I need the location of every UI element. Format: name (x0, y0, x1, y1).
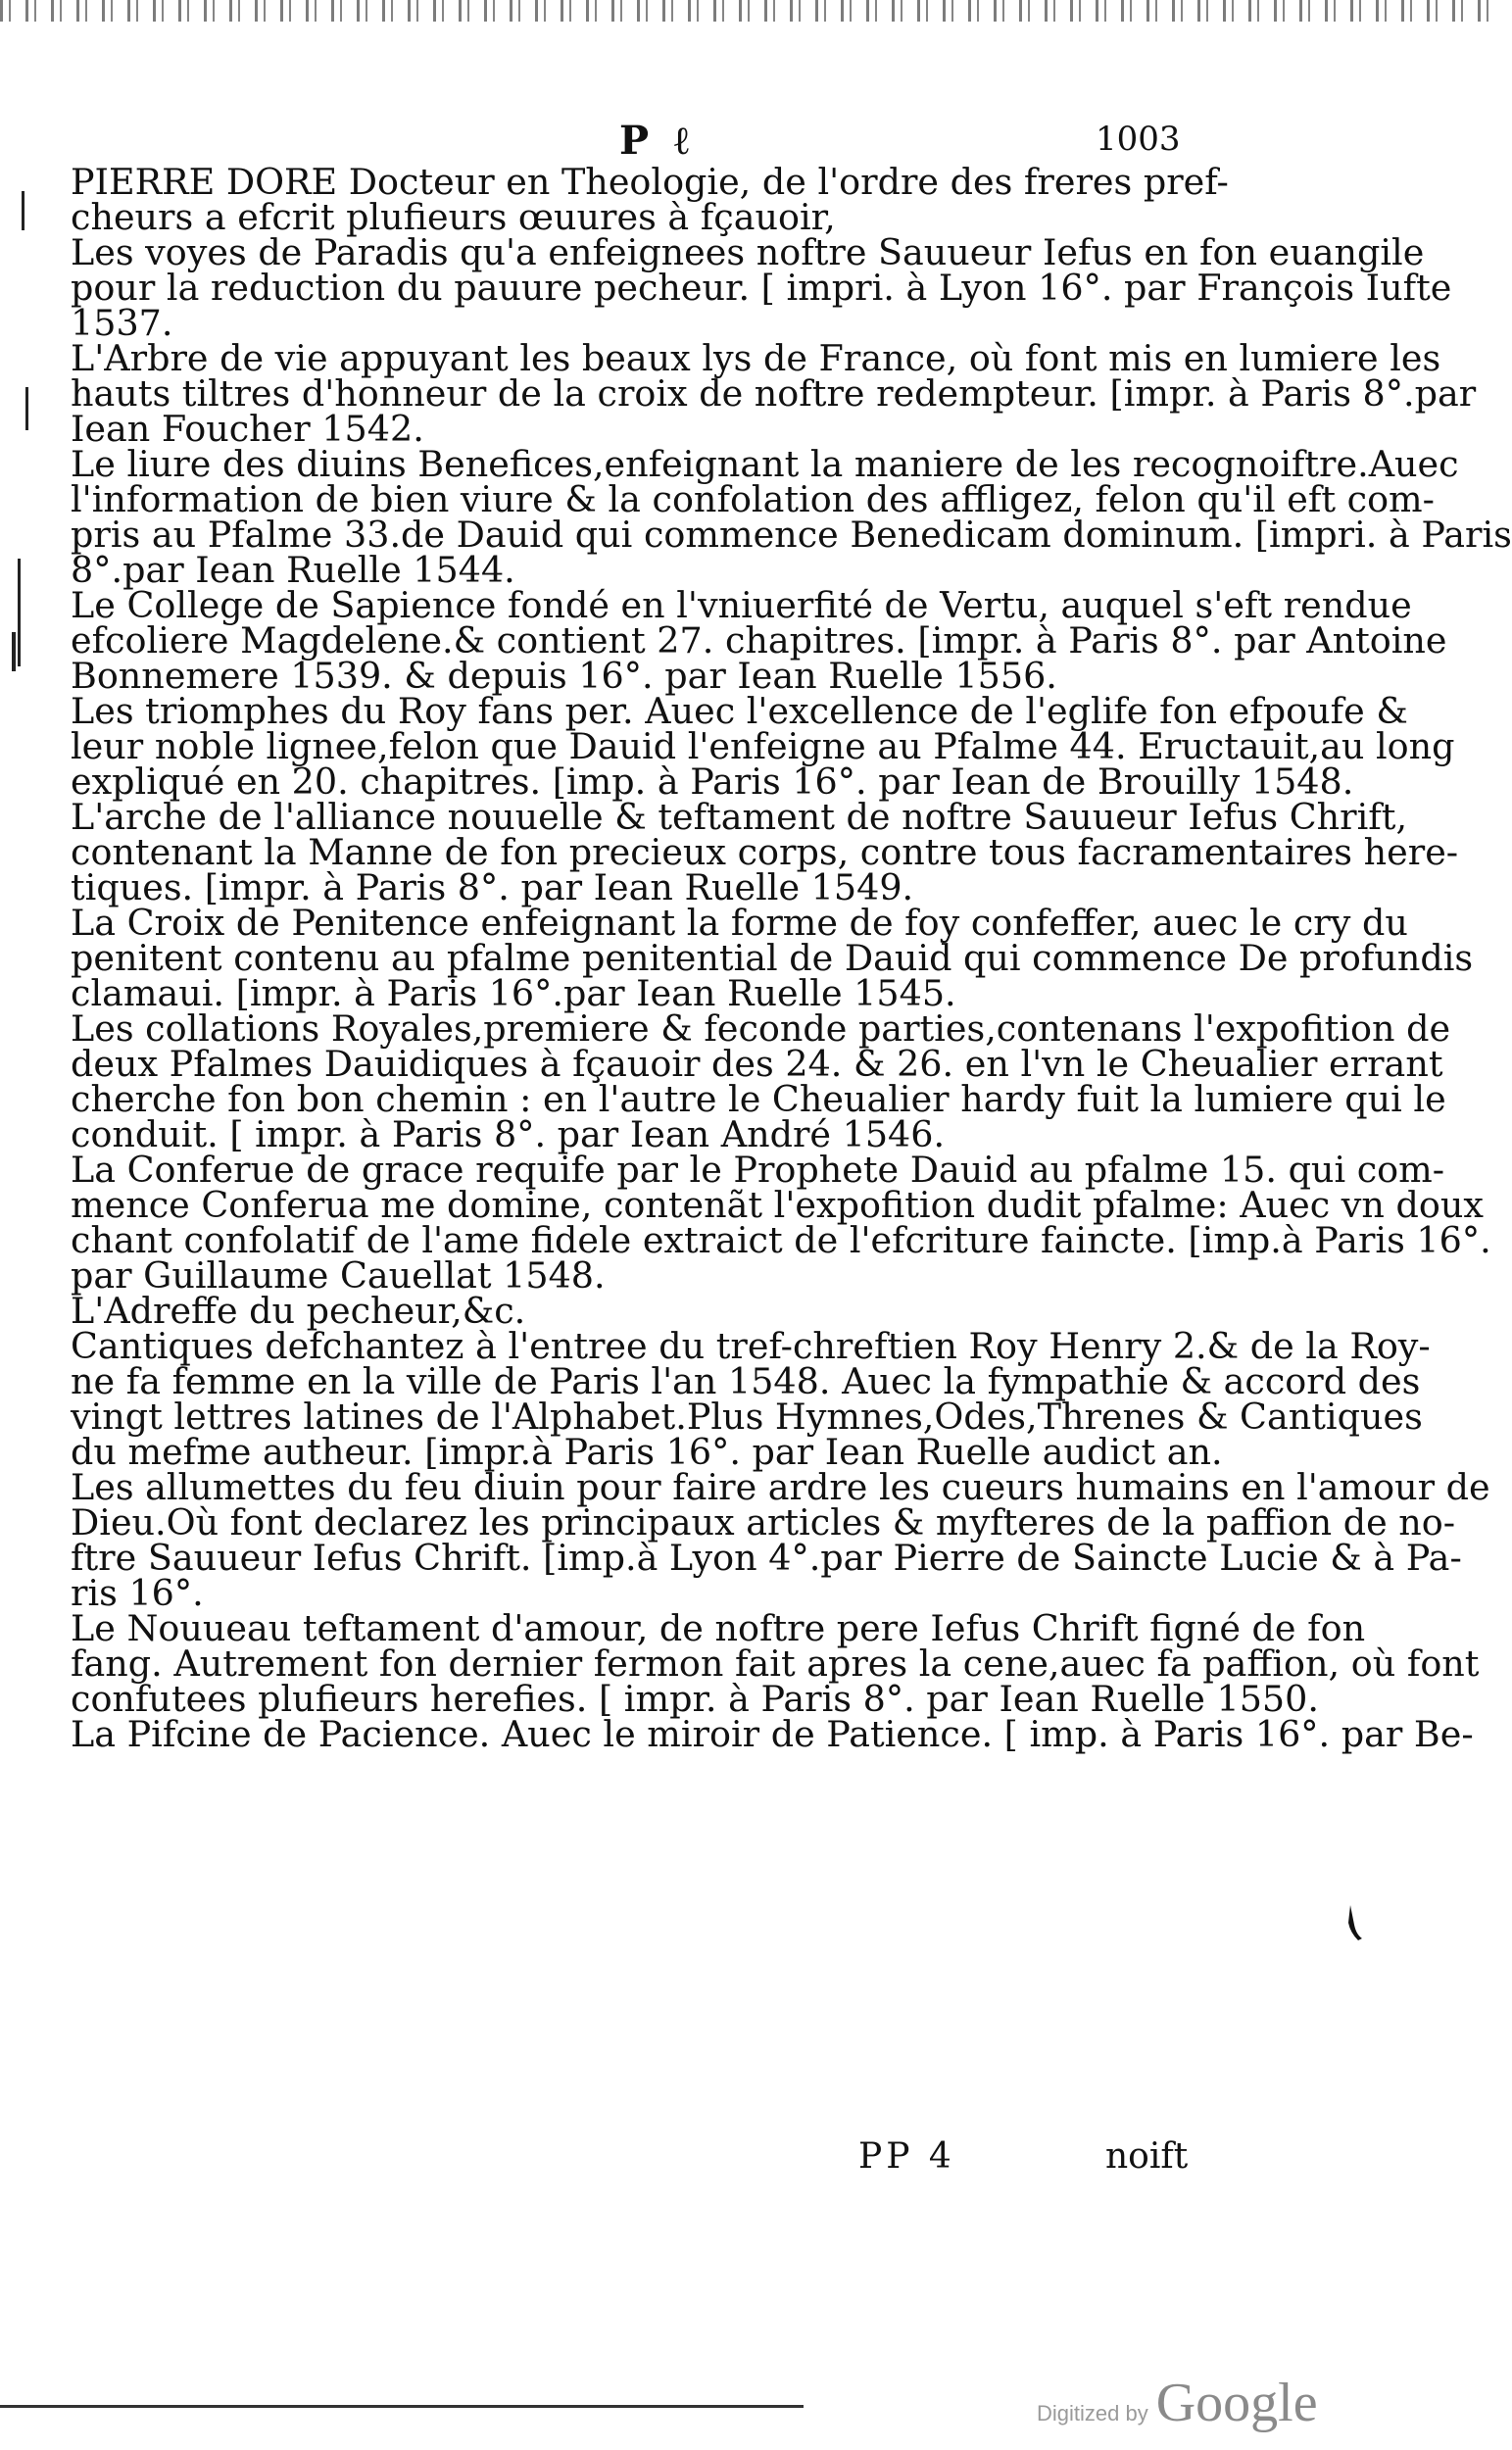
text-line: ftre Sauueur Iefus Chrift. [imp.à Lyon 4°.par Pierre de Saincte Lucie & à Pa- (71, 1537, 1462, 1579)
text-line: ris 16°. (71, 1572, 204, 1614)
text-line: fang. Autrement fon dernier fermon fait apres la cene,auec fa paffion, où font (71, 1642, 1480, 1685)
ink-blot-icon (1344, 1903, 1366, 1942)
google-logo: Google (1155, 2373, 1318, 2433)
text-line: efcoliere Magdelene.& contient 27. chapitres. [impr. à Paris 8°. par Antoine (71, 619, 1447, 662)
catchword: noift (1105, 2136, 1189, 2177)
header-signature: P ℓ (619, 118, 696, 164)
text-line: penitent contenu au pfalme penitential de Dauid qui commence De profundis (71, 937, 1474, 979)
scan-margin-mark (12, 632, 16, 671)
text-line: L'Adreffe du pecheur,&c. (71, 1290, 526, 1332)
text-line: Les triomphes du Roy fans per. Auec l'excellence de l'eglife fon efpoufe & (71, 690, 1408, 732)
text-line: La Croix de Penitence enfeignant la forme de foy confeffer, auec le cry du (71, 902, 1408, 944)
text-line: pris au Pfalme 33.de Dauid qui commence Benedicam dominum. [impri. à Paris (71, 514, 1512, 556)
text-line: 8°.par Iean Ruelle 1544. (71, 549, 515, 591)
text-line: Iean Foucher 1542. (71, 408, 424, 450)
text-line: clamaui. [impr. à Paris 16°.par Iean Ruelle 1545. (71, 972, 956, 1014)
page-header (0, 118, 1503, 164)
text-line: Bonnemere 1539. & depuis 16°. par Iean Ruelle 1556. (71, 655, 1057, 697)
text-line: Les allumettes du feu diuin pour faire ardre les cueurs humains en l'amour de (71, 1466, 1490, 1508)
text-line: Les voyes de Paradis qu'a enfeignees noftre Sauueur Iefus en fon euangile (71, 231, 1425, 273)
text-line: cherche fon bon chemin : en l'autre le Cheualier hardy fuit la lumiere qui le (71, 1078, 1446, 1120)
google-watermark (1037, 2372, 1318, 2434)
text-line: cheurs a efcrit plufieurs œuures à fçauoir, (71, 196, 836, 238)
text-line: vingt lettres latines de l'Alphabet.Plus Hymnes,Odes,Threnes & Cantiques (71, 1396, 1423, 1438)
text-line: confutees plufieurs herefies. [ impr. à Paris 8°. par Iean Ruelle 1550. (71, 1678, 1319, 1720)
bibliography-text (71, 161, 1512, 1755)
text-line: L'arche de l'alliance nouuelle & teftament de noftre Sauueur Iefus Chrift, (71, 796, 1408, 838)
text-line: deux Pfalmes Dauidiques à fçauoir des 24. & 26. en l'vn le Cheualier errant (71, 1043, 1443, 1085)
page-number: 1003 (1096, 120, 1181, 159)
text-line: Le liure des diuins Benefices,enfeignant la maniere de les recognoiftre.Auec (71, 443, 1459, 485)
text-line: Dieu.Où font declarez les principaux articles & myfteres de la paffion de no- (71, 1501, 1456, 1544)
text-line: La Pifcine de Pacience. Auec le miroir de Patience. [ imp. à Paris 16°. par Be- (71, 1713, 1474, 1755)
scan-edge-noise (0, 0, 1503, 22)
scan-bottom-edge (0, 2405, 804, 2408)
margin-ink-mark (1344, 1903, 1366, 1952)
text-line: chant confolatif de l'ame fidele extraict de l'efcriture faincte. [imp.à Paris 16°. (71, 1219, 1491, 1261)
text-line: contenant la Manne de fon precieux corps, contre tous facramentaires here- (71, 831, 1459, 873)
text-line: ne fa femme en la ville de Paris l'an 1548. Auec la fympathie & accord des (71, 1360, 1421, 1402)
text-line: du mefme autheur. [impr.à Paris 16°. par Iean Ruelle audict an. (71, 1431, 1223, 1473)
watermark-prefix: Digitized by (1037, 2401, 1148, 2426)
text-line: 1537. (71, 302, 173, 344)
scan-margin-mark (18, 559, 21, 666)
text-line: leur noble lignee,felon que Dauid l'enfeigne au Pfalme 44. Eructauit,au long (71, 725, 1455, 767)
text-line: par Guillaume Cauellat 1548. (71, 1254, 606, 1297)
text-line: hauts tiltres d'honneur de la croix de noftre redempteur. [impr. à Paris 8°.par (71, 372, 1477, 415)
text-line: mence Conferua me domine, contenãt l'expofition dudit pfalme: Auec vn doux (71, 1184, 1484, 1226)
text-line: L'Arbre de vie appuyant les beaux lys de France, où font mis en lumiere les (71, 337, 1441, 379)
text-line: tiques. [impr. à Paris 8°. par Iean Ruelle 1549. (71, 866, 914, 908)
text-line: conduit. [ impr. à Paris 8°. par Iean André 1546. (71, 1113, 946, 1155)
text-line: Les collations Royales,premiere & feconde parties,contenans l'expofition de (71, 1007, 1451, 1050)
text-line: Le Nouueau teftament d'amour, de noftre pere Iefus Chrift figné de fon (71, 1607, 1366, 1649)
text-line: expliqué en 20. chapitres. [imp. à Paris 16°. par Iean de Brouilly 1548. (71, 760, 1354, 803)
page-footer (0, 2136, 1503, 2180)
scan-margin-mark (25, 387, 28, 430)
text-line: La Conferue de grace requife par le Prophete Dauid au pfalme 15. qui com- (71, 1149, 1445, 1191)
signature-mark: PP 4 (858, 2136, 955, 2177)
text-line: l'information de bien viure & la confolation des affligez, felon qu'il eft com- (71, 478, 1435, 520)
scan-margin-mark (22, 191, 24, 230)
text-line: Le College de Sapience fondé en l'vniuerfité de Vertu, auquel s'eft rendue (71, 584, 1412, 626)
text-line: pour la reduction du pauure pecheur. [ impri. à Lyon 16°. par François Iufte (71, 267, 1452, 309)
text-line: Cantiques defchantez à l'entree du tref-chreftien Roy Henry 2.& de la Roy- (71, 1325, 1431, 1367)
text-line: PIERRE DORE Docteur en Theologie, de l'ordre des freres pref- (71, 161, 1229, 203)
